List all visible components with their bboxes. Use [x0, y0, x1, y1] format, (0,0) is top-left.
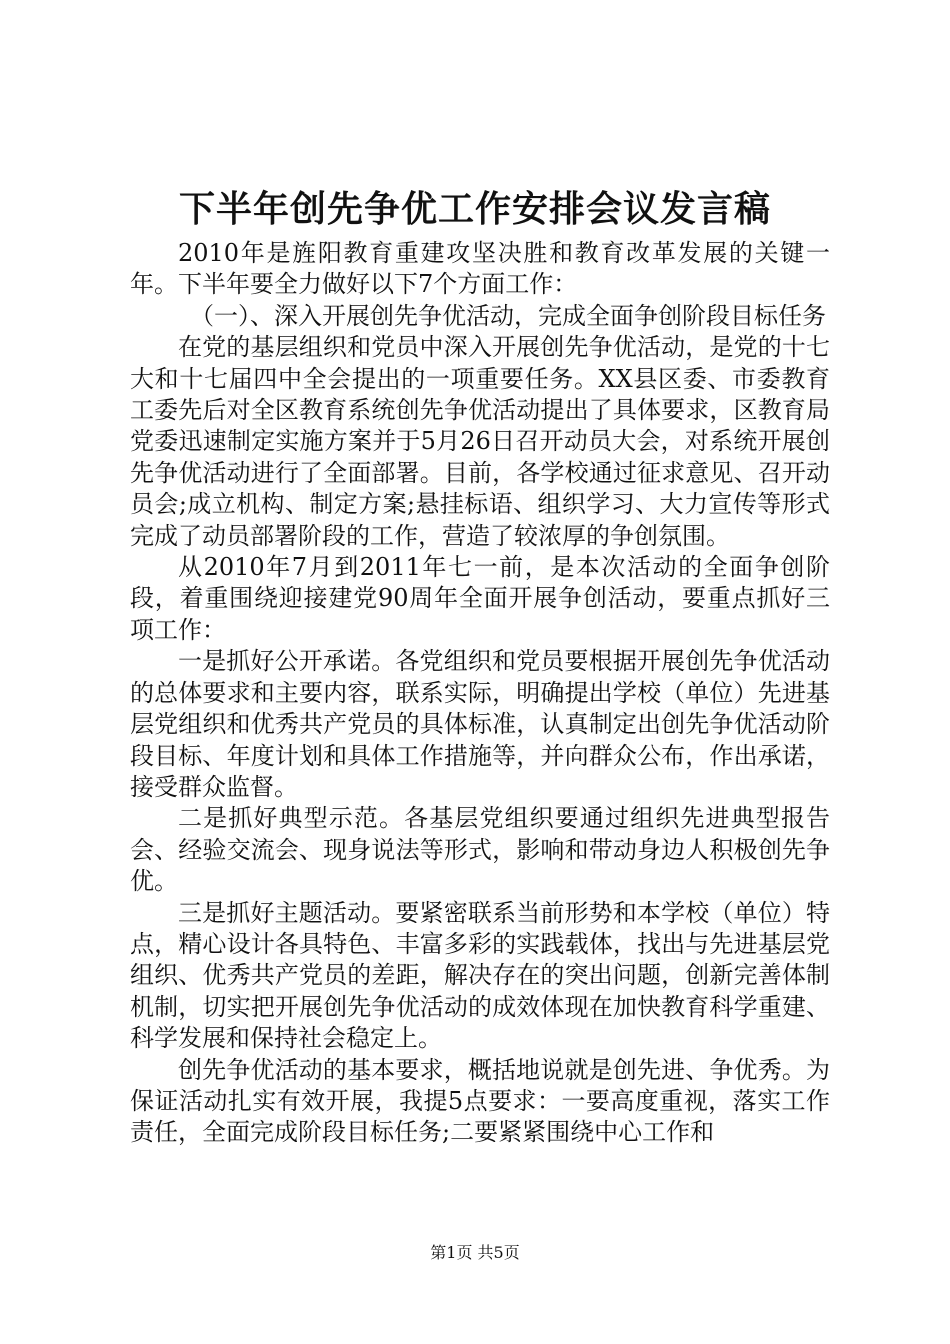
document-body [130, 238, 830, 1149]
paragraph-requirements: 创先争优活动的基本要求，概括地说就是创先进、争优秀。为保证活动扎实有效开展，我提5点要求：一要高度重视，落实工作责任，全面完成阶段目标任务;二要紧紧围绕中心工作和 [130, 1055, 830, 1147]
paragraph-stage: 从2010年7月到2011年七一前，是本次活动的全面争创阶段，着重围绕迎接建党90周年全面开展争创活动，要重点抓好三项工作： [130, 553, 830, 644]
paragraph-intro: 2010年是旌阳教育重建攻坚决胜和教育改革发展的关键一年。下半年要全力做好以下7个方面工作： [130, 239, 830, 299]
paragraph-item-three: 三是抓好主题活动。要紧密联系当前形势和本学校（单位）特点，精心设计各具特色、丰富多彩的实践载体，找出与先进基层党组织、优秀共产党员的差距，解决存在的突出问题，创新完善体制机制，切实把开展创先争优活动的成效体现在加快教育科学重建、科学发展和保持社会稳定上。 [130, 898, 830, 1053]
paragraph-item-one: 一是抓好公开承诺。各党组织和党员要根据开展创先争优活动的总体要求和主要内容，联系实际，明确提出学校（单位）先进基层党组织和优秀共产党员的具体标准，认真制定出创先争优活动阶段目标、年度计划和具体工作措施等，并向群众公布，作出承诺，接受群众监督。 [130, 647, 830, 801]
page-number: 第1页 共5页 [430, 1243, 520, 1262]
paragraph-item-two: 二是抓好典型示范。各基层党组织要通过组织先进典型报告会、经验交流会、现身说法等形式，影响和带动身边人积极创先争优。 [130, 804, 830, 896]
paragraph-background: 在党的基层组织和党员中深入开展创先争优活动，是党的十七大和十七届四中全会提出的一项重要任务。XX县区委、市委教育工委先后对全区教育系统创先争优活动提出了具体要求，区教育局党委迅速制定实施方案并于5月26日召开动员大会，对系统开展创先争优活动进行了全面部署。目前，各学校通过征求意见、召开动员会;成立机构、制定方案;悬挂标语、组织学习、大力宣传等形式完成了动员部署阶段的工作，营造了较浓厚的争创氛围。 [130, 333, 830, 550]
section-heading: （一）、深入开展创先争优活动，完成全面争创阶段目标任务 [190, 301, 826, 330]
document-title: 下半年创先争优工作安排会议发言稿 [178, 188, 771, 230]
